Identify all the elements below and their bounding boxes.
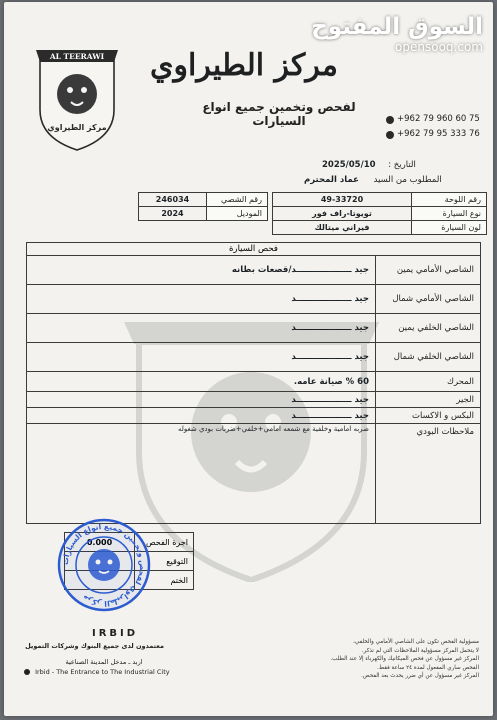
front-left-chassis-label: الشاصي الأمامي شمال (376, 285, 481, 314)
vehicle-color-value: فيراني ميتالك (273, 221, 412, 235)
vehicle-info-table (272, 192, 487, 235)
body-notes-label: ملاحظات البودي (376, 424, 481, 524)
note-line: المركز غير مسؤول عن فحص الميكانيك والكهرباء إلا عند الطلب. (330, 656, 479, 662)
center-title: مركز الطيراوي (150, 48, 338, 83)
date-line (322, 160, 416, 170)
table-row (27, 285, 481, 314)
rear-left-chassis-label: الشاصي الخلفي شمال (376, 343, 481, 372)
phone-list (386, 112, 480, 142)
gearbox-label: الجير (376, 392, 481, 408)
front-right-chassis-value: جيد ـــــــــــــــــــد/قصعات بطانه (27, 256, 376, 285)
model-value: 2024 (139, 207, 207, 221)
rear-right-chassis-label: الشاصي الخلفي يمين (376, 314, 481, 343)
phone-icon (386, 131, 394, 139)
date-label: التاريخ : (388, 160, 416, 170)
model-label: الموديل (207, 207, 268, 221)
opensooq-arabic-text: السوق المفتوح (311, 14, 483, 40)
center-subtitle: لفحص وتخمين جميع انواع السيارات (202, 100, 356, 128)
table-row (27, 314, 481, 343)
phone-row (386, 112, 480, 127)
body-notes-value: ضربه امامية وخلفية مع شمعه امامي+خلفي+ضربات بودي شغوله (27, 424, 376, 524)
phone-number: +962 79 95 333 76 (397, 129, 480, 139)
requested-line (304, 175, 442, 185)
center-logo (34, 42, 120, 152)
address-english-row (24, 668, 170, 676)
table-row (27, 372, 481, 392)
stamp-ring-text: مركز الطيراوي لفحص وتخمين جميع انواع السيارات (60, 521, 148, 609)
table-row (27, 343, 481, 372)
differential-axles-value: جيد ـــــــــــــــــــد (27, 408, 376, 424)
table-row (139, 193, 268, 207)
vehicle-type-value: تويوتا-راف فور (273, 207, 412, 221)
note-line: المركز غير مسؤول عن أي ضرر يحدث بعد الفحص. (361, 673, 479, 679)
table-row (139, 207, 268, 221)
engine-label: المحرك (376, 372, 481, 392)
inspection-section-title: فحص السيارة (27, 243, 481, 256)
inspection-report-sheet (4, 2, 493, 716)
front-right-chassis-label: الشاصي الأمامي يمين (376, 256, 481, 285)
chassis-value: 246034 (139, 193, 207, 207)
front-left-chassis-value: جيد ـــــــــــــــــــد (27, 285, 376, 314)
approved-text: معتمدون لدى جميع البنوك وشركات التمويل (25, 642, 164, 650)
engine-value: 60 % صيانة عامه. (27, 372, 376, 392)
opensooq-watermark (311, 14, 483, 54)
requested-value: عماد المحترم (304, 175, 359, 185)
plate-value: 49-33720 (273, 193, 412, 207)
note-line: لا يتحمل المركز مسؤولية الملاحظات التي لم تذكر. (361, 647, 479, 654)
rear-left-chassis-value: جيد ـــــــــــــــــــد (27, 343, 376, 372)
opensooq-latin-text: opensooq.com (395, 40, 483, 54)
logo-top-text: AL TEERAWI (49, 52, 105, 61)
vehicle-color-label: لون السيارة (412, 221, 487, 235)
footer-notes (251, 638, 479, 681)
company-stamp (56, 517, 152, 613)
signature-label: التوقيع (135, 552, 194, 571)
address-arabic: اربد ـ مدخل المدينة الصناعية (65, 658, 143, 666)
footer-city: IRBID (92, 628, 139, 639)
table-row (27, 424, 481, 524)
chassis-label: رقم الشصي (207, 193, 268, 207)
location-icon (24, 669, 30, 675)
fee-label: اجرة الفحص (135, 533, 194, 552)
address-english: Irbid - The Entrance to The Industrial City (35, 668, 170, 676)
table-row (27, 243, 481, 256)
note-line: مسؤولية الفحص تكون على الشاصي الأمامي والخلفي، (353, 639, 479, 645)
rear-right-chassis-value: جيد ـــــــــــــــــــد (27, 314, 376, 343)
table-row (27, 408, 481, 424)
inspection-table (26, 242, 481, 524)
logo-inner-text: مركز الطيراوي (47, 123, 107, 132)
table-row (27, 392, 481, 408)
table-row (27, 256, 481, 285)
phone-number: +962 79 960 60 75 (397, 114, 480, 124)
phone-row (386, 127, 480, 142)
gearbox-value: جيد ـــــــــــــــــــد (27, 392, 376, 408)
stamp-label: الختم (135, 571, 194, 590)
differential-axles-label: البكس و الاكسات (376, 408, 481, 424)
vehicle-type-label: نوع السيارة (412, 207, 487, 221)
note-line: الفحص ساري المفعول لمدة ٢٤ ساعة فقط. (377, 664, 479, 671)
chassis-info-table (138, 192, 268, 221)
phone-icon (386, 116, 394, 124)
table-row (273, 193, 487, 207)
table-row (273, 207, 487, 221)
table-row (273, 221, 487, 235)
requested-label: المطلوب من السيد (373, 175, 442, 185)
date-value: 2025/05/10 (322, 160, 376, 170)
plate-label: رقم اللوحة (412, 193, 487, 207)
